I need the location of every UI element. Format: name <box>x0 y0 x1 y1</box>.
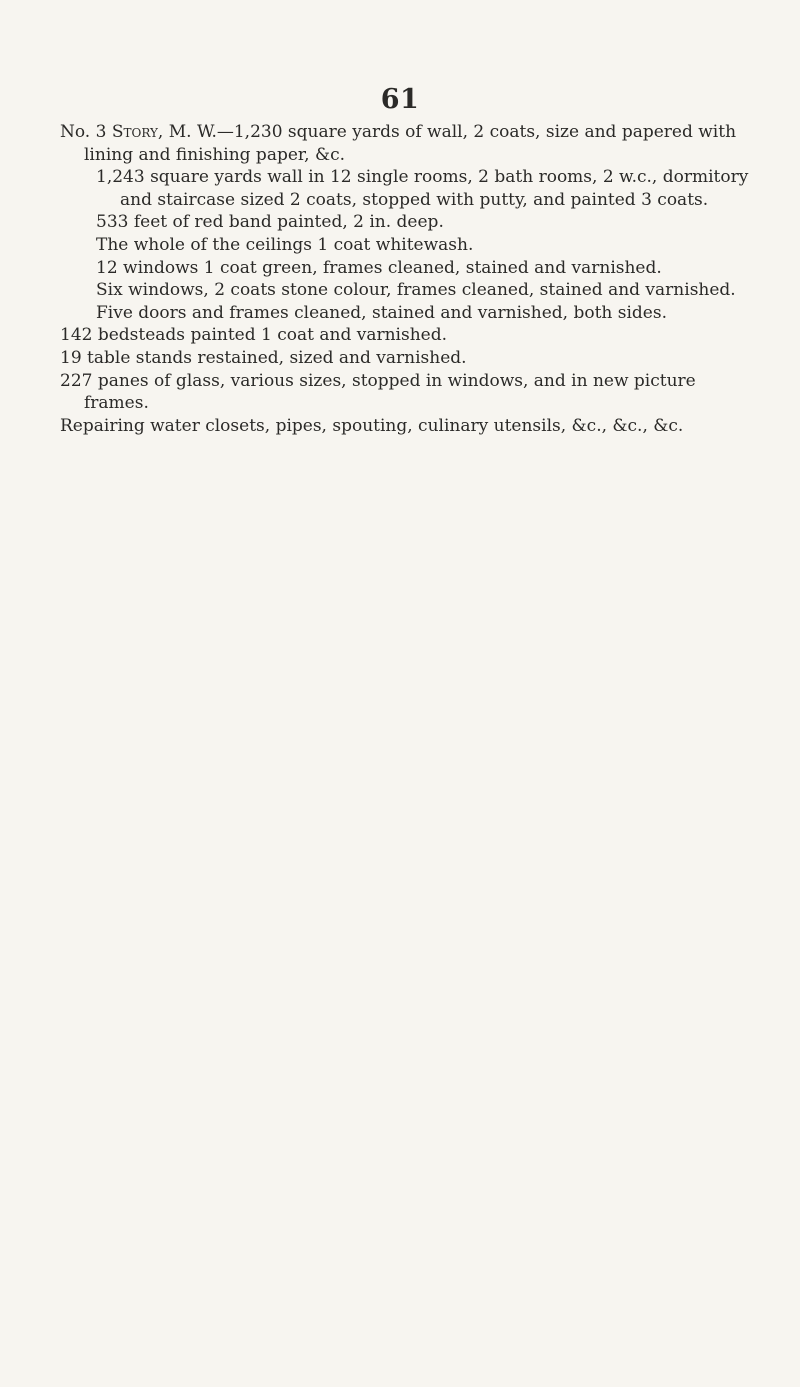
entry-table-stands: 19 table stands restained, sized and varnished. <box>60 347 467 368</box>
sub-entry-windows-green: 12 windows 1 coat green, frames cleaned, stained and varnished. <box>96 257 662 278</box>
page-number: 61 <box>380 84 420 115</box>
entry-repairing: Repairing water closets, pipes, spouting, culinary utensils, &c., &c., &c. <box>60 415 684 436</box>
sub-entry-windows-stone: Six windows, 2 coats stone colour, frames cleaned, stained and varnished. <box>96 280 736 301</box>
sub-entry-wall: 1,243 square yards wall in 12 single rooms, 2 bath rooms, 2 w.c., dormitory and staircase sized 2 coats, stopped with putty, and painted 3 coats. <box>96 167 749 210</box>
entry-bedsteads: 142 bedsteads painted 1 coat and varnished. <box>60 325 448 346</box>
sub-entry-doors: Five doors and frames cleaned, stained and varnished, both sides. <box>96 302 667 323</box>
sub-entry-ceilings: The whole of the ceilings 1 coat whitewash. <box>96 234 474 255</box>
report-heading-entry <box>60 121 760 166</box>
entry-panes-of-glass: 227 panes of glass, various sizes, stopped in windows, and in new picture frames. <box>60 370 696 414</box>
heading-text: —1,230 square yards of wall, 2 coats, size and papered with lining and finishing paper, &c. <box>84 122 737 165</box>
sub-entry-red-band: 533 feet of red band painted, 2 in. deep. <box>96 212 444 233</box>
heading-prefix: No. 3 <box>60 122 112 142</box>
work-report <box>60 121 760 437</box>
heading-label: Story, M. W. <box>111 122 217 142</box>
